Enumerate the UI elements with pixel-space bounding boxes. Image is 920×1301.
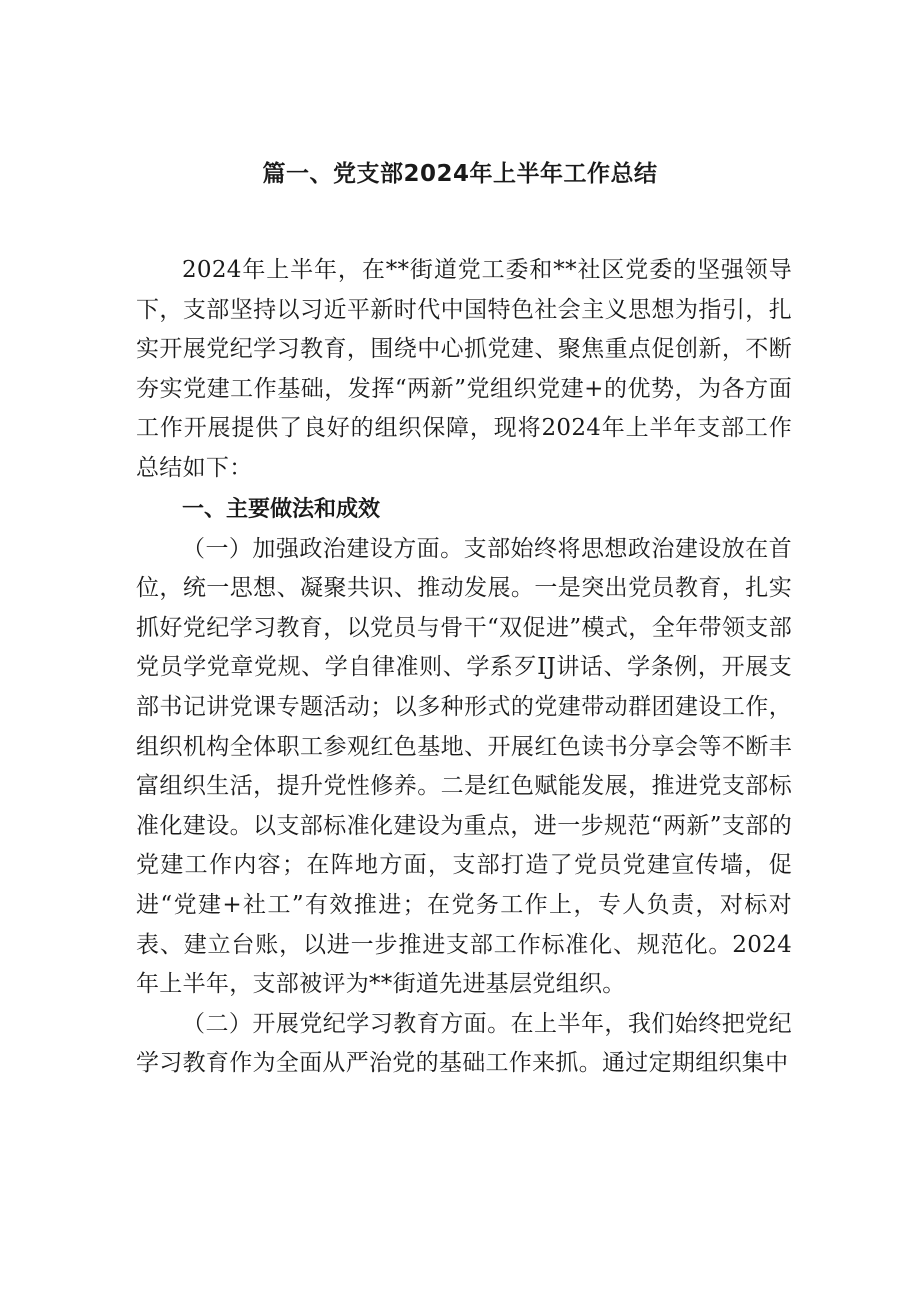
document-title: 篇一、党支部2024年上半年工作总结 [262, 161, 658, 187]
paragraph-discipline-education: （二）开展党纪学习教育方面。在上半年，我们始终把党纪学习教育作为全面从严治党的基础工作来抓。通过定期组织集中 [136, 1010, 792, 1077]
document-body [136, 251, 792, 1084]
paragraph-political-construction: （一）加强政治建设方面。支部始终将思想政治建设放在首位，统一思想、凝聚共识、推动发展。一是突出党员教育，扎实抓好党纪学习教育，以党员与骨干“双促进”模式，全年带领支部党员学党章党规、学自律准则、学系歹IJ讲话、学条例，开展支部书记讲党课专题活动；以多种形式的党建带动群团建设工作，组织机构全体职工参观红色基地、开展红色读书分享会等不断丰富组织生活，提升党性修养。二是红色赋能发展，推进党支部标准化建设。以支部标准化建设为重点，进一步规范“两新”支部的党建工作内容；在阵地方面，支部打造了党员党建宣传墙，促进“党建+社工”有效推进；在党务工作上，专人负责，对标对表、建立台账，以进一步推进支部工作标准化、规范化。2024年上半年，支部被评为**街道先进基层党组织。 [136, 535, 792, 998]
section-heading-main-practices: 一、主要做法和成效 [182, 496, 381, 522]
intro-paragraph: 2024年上半年，在**街道党工委和**社区党委的坚强领导下，支部坚持以习近平新时代中国特色社会主义思想为指引，扎实开展党纪学习教育，围绕中心抓党建、聚焦重点促创新，不断夯实党建工作基础，发挥“两新”党组织党建+的优势，为各方面工作开展提供了良好的组织保障，现将2024年上半年支部工作总结如下： [136, 257, 792, 481]
